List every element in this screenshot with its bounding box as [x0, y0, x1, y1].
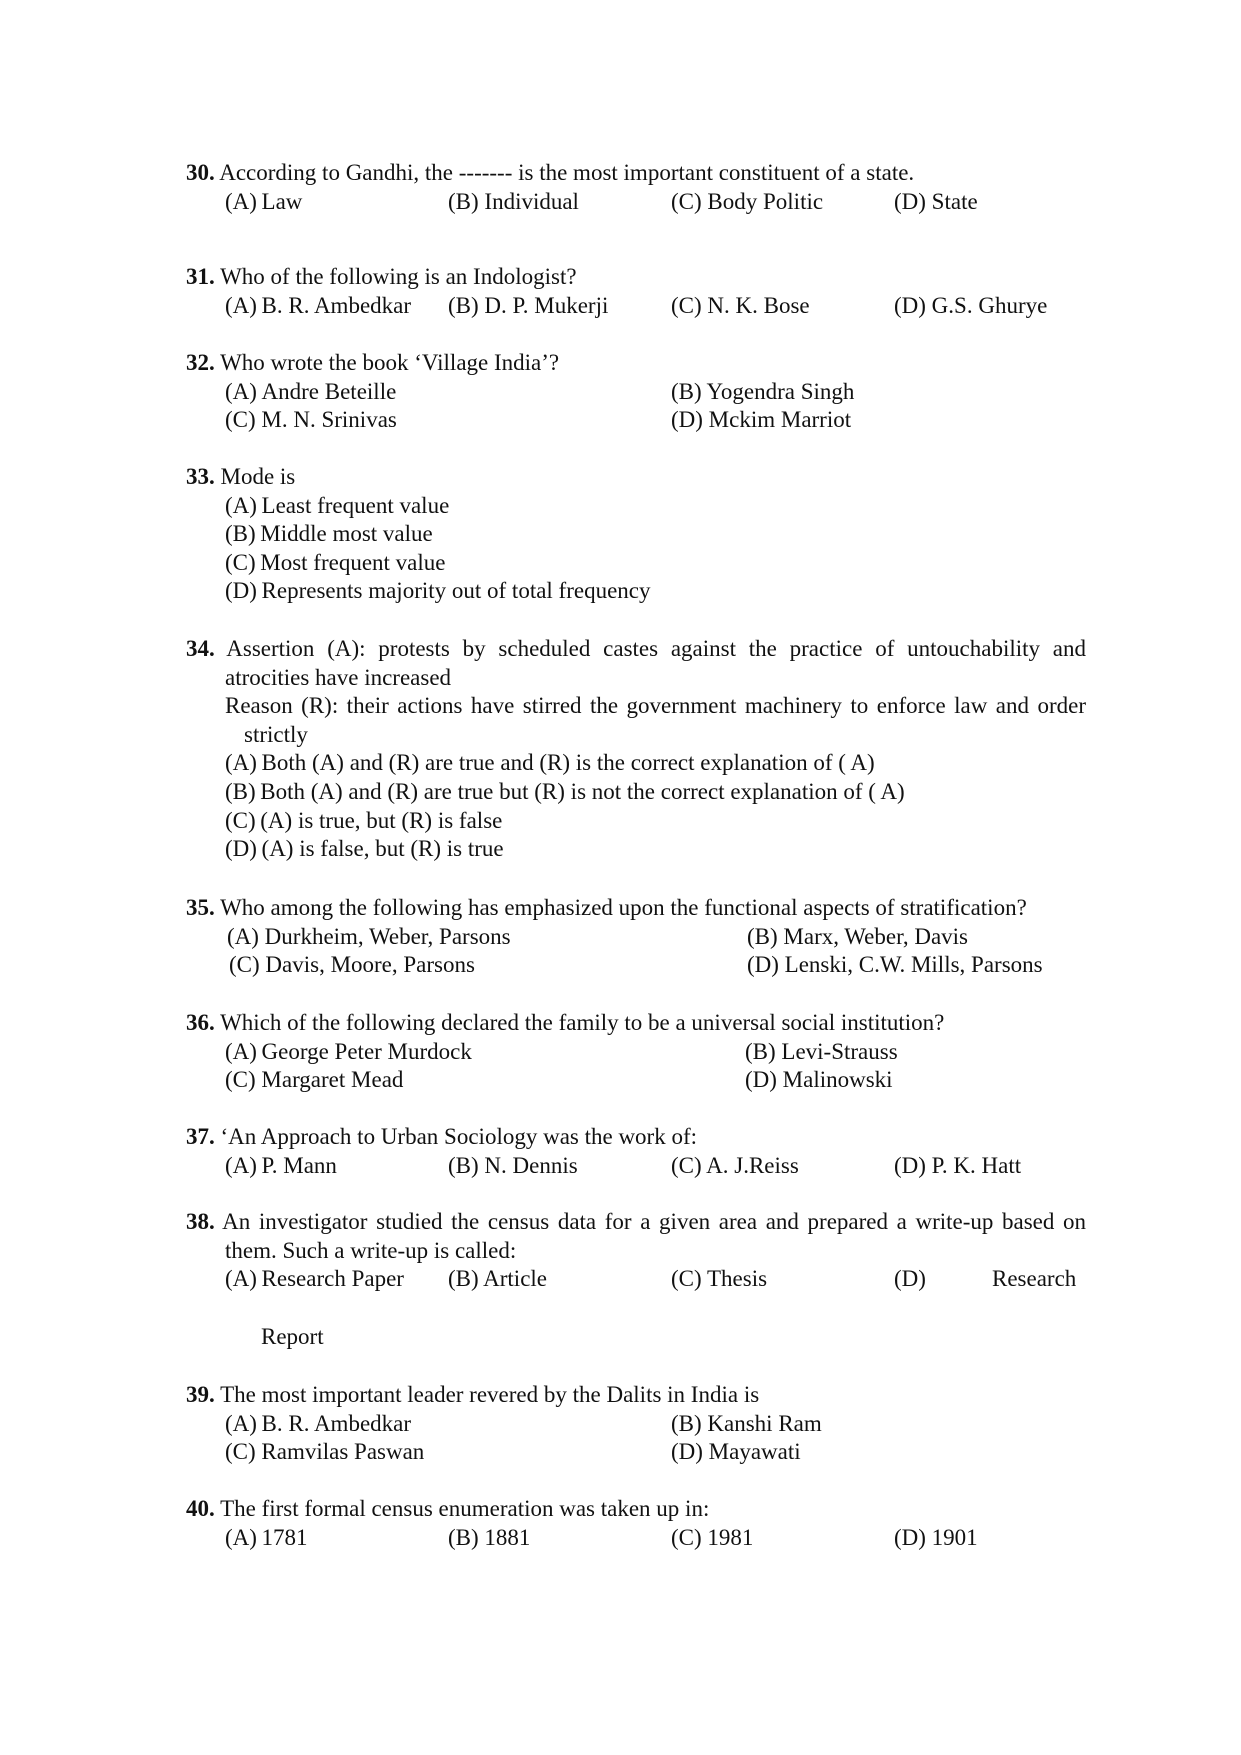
option-a: (A) Law	[225, 188, 303, 214]
option-b: (B) N. Dennis	[448, 1152, 578, 1178]
question-text: Who wrote the book ‘Village India’?	[220, 350, 560, 375]
option-d-continuation: Report	[261, 1323, 324, 1349]
question-38	[186, 1208, 1086, 1351]
question-text: According to Gandhi, the ------- is the most important constituent of a state.	[219, 160, 915, 185]
option-a: (A) Andre Beteille	[225, 378, 397, 404]
option-d-text: Research	[992, 1266, 1077, 1292]
question-37	[186, 1123, 1086, 1180]
option-d: (D) Mckim Marriot	[671, 407, 852, 433]
question-number: 38.	[186, 1209, 215, 1234]
option-c: (C) N. K. Bose	[671, 292, 810, 318]
option-b: (B) Individual	[448, 188, 579, 214]
question-39	[186, 1381, 1086, 1467]
options-row	[225, 378, 1086, 407]
question-text: Which of the following declared the family to be a universal social institution?	[220, 1010, 945, 1035]
question-number: 36.	[186, 1010, 215, 1035]
option-c: (C) Thesis	[671, 1266, 768, 1292]
question-number: 30.	[186, 160, 215, 185]
option-a: (A) 1781	[225, 1524, 308, 1550]
option-c: (C) 1981	[671, 1524, 754, 1550]
option-a: (A) P. Mann	[225, 1152, 337, 1178]
question-text: Assertion (A): protests by scheduled castes against the practice of untouchability and atrocities have increased	[225, 636, 1086, 690]
question-number: 34.	[186, 636, 215, 661]
option-d: (D) Malinowski	[745, 1067, 893, 1093]
question-text: The first formal census enumeration was taken up in:	[220, 1496, 710, 1521]
option-d: (D) State	[894, 188, 978, 214]
option-d: (D)	[894, 1266, 926, 1292]
option-c: (C) A. J.Reiss	[671, 1152, 799, 1178]
options-row	[229, 951, 1086, 980]
options-row	[225, 188, 1086, 217]
option-c: (C) Davis, Moore, Parsons	[229, 952, 475, 978]
question-text: Who among the following has emphasized upon the functional aspects of stratification?	[220, 895, 1027, 920]
option-c: (C) Most frequent value	[225, 549, 446, 575]
question-36	[186, 1009, 1086, 1095]
options-row	[225, 292, 1086, 321]
option-d: (D) 1901	[894, 1524, 978, 1550]
question-text: Who of the following is an Indologist?	[220, 264, 577, 289]
question-text: Mode is	[220, 464, 296, 489]
question-number: 33.	[186, 464, 215, 489]
option-b: (B) Middle most value	[225, 521, 433, 547]
option-a: (A) Least frequent value	[225, 492, 450, 518]
options-row	[225, 1438, 1086, 1467]
option-b: (B) D. P. Mukerji	[448, 292, 609, 318]
option-d: (D) G.S. Ghurye	[894, 292, 1048, 318]
reason-text: Reason (R): their actions have stirred the government machinery to enforce law and order strictly	[225, 693, 1086, 747]
option-a: (A) Durkheim, Weber, Parsons	[227, 923, 511, 949]
option-c: (C) Body Politic	[671, 188, 824, 214]
question-text: ‘An Approach to Urban Sociology was the work of:	[220, 1124, 698, 1149]
question-number: 39.	[186, 1382, 215, 1407]
options-row	[225, 1265, 1086, 1294]
option-c: (C) (A) is true, but (R) is false	[225, 807, 503, 833]
option-b: (B) 1881	[448, 1524, 531, 1550]
question-32	[186, 349, 1086, 435]
option-b: (B) Levi-Strauss	[745, 1038, 898, 1064]
option-a: (A) Research Paper	[225, 1266, 404, 1292]
options-row	[225, 1038, 1086, 1067]
option-b: (B) Both (A) and (R) are true but (R) is not the correct explanation of ( A)	[225, 778, 905, 804]
options-row	[225, 1066, 1086, 1095]
question-40	[186, 1495, 1086, 1552]
question-number: 37.	[186, 1124, 215, 1149]
option-c: (C) Ramvilas Paswan	[225, 1439, 425, 1465]
option-d: (D) Mayawati	[671, 1439, 801, 1465]
options-row	[225, 1152, 1086, 1181]
question-31	[186, 263, 1086, 320]
options-row	[225, 1410, 1086, 1439]
question-number: 40.	[186, 1496, 215, 1521]
options-row	[225, 1524, 1086, 1553]
option-c: (C) Margaret Mead	[225, 1067, 404, 1093]
question-35	[186, 894, 1086, 980]
option-a: (A) Both (A) and (R) are true and (R) is the correct explanation of ( A)	[225, 750, 875, 776]
question-number: 35.	[186, 895, 215, 920]
option-b: (B) Article	[448, 1266, 547, 1292]
option-d: (D) Represents majority out of total frequency	[225, 578, 651, 604]
option-d: (D) P. K. Hatt	[894, 1152, 1022, 1178]
question-text: An investigator studied the census data for a given area and prepared a write-up based on them. Such a write-up is called:	[222, 1209, 1087, 1263]
option-a: (A) George Peter Murdock	[225, 1038, 472, 1064]
question-number: 32.	[186, 350, 215, 375]
question-number: 31.	[186, 264, 215, 289]
option-d: (D) (A) is false, but (R) is true	[225, 836, 504, 862]
question-30	[186, 159, 1086, 216]
options-row	[225, 406, 1086, 435]
option-a: (A) B. R. Ambedkar	[225, 292, 412, 318]
option-d: (D) Lenski, C.W. Mills, Parsons	[747, 952, 1043, 978]
option-b: (B) Yogendra Singh	[671, 378, 855, 404]
question-33	[186, 463, 1086, 606]
option-b: (B) Marx, Weber, Davis	[747, 923, 968, 949]
options-row	[227, 923, 1086, 952]
option-c: (C) M. N. Srinivas	[225, 407, 397, 433]
option-b: (B) Kanshi Ram	[671, 1410, 822, 1436]
question-34	[186, 635, 1086, 864]
option-a: (A) B. R. Ambedkar	[225, 1410, 412, 1436]
question-text: The most important leader revered by the Dalits in India is	[220, 1382, 760, 1407]
